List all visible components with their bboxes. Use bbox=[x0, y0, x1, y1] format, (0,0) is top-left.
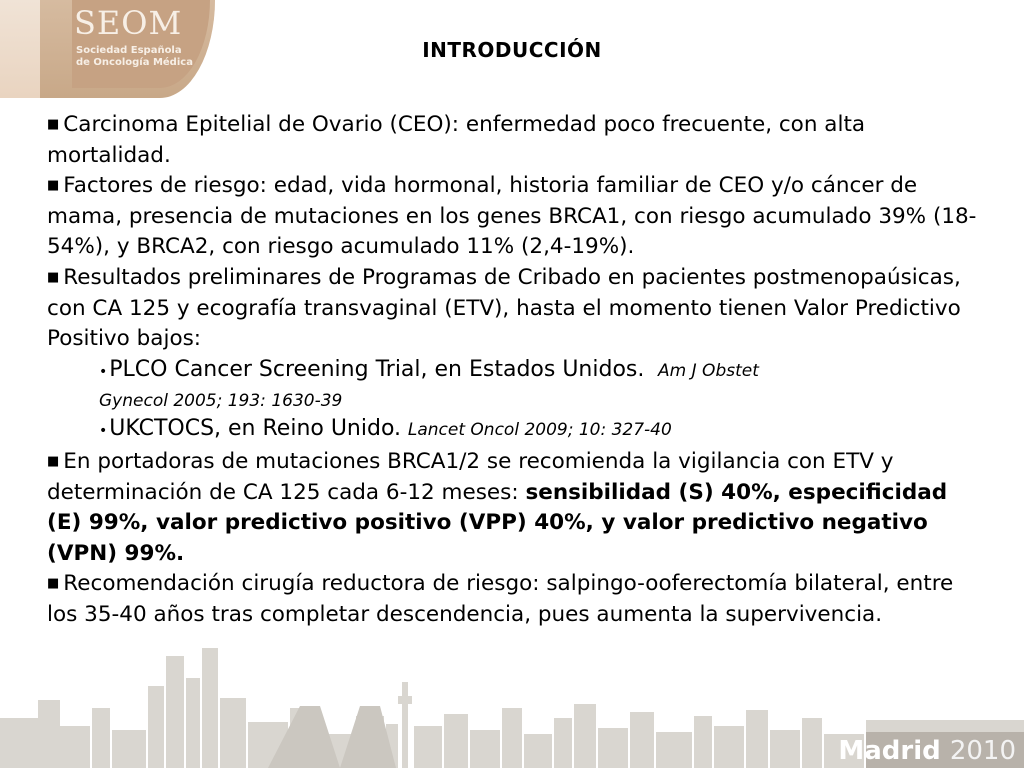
footer-year: 2010 bbox=[949, 736, 1016, 766]
square-bullet-icon: ■ bbox=[47, 453, 60, 469]
bullet-4-bold-stats: sensibilidad (S) 40%, especificidad (E) 99%, valor predictivo positivo (VPP) 40%, y valor predictivo negativo (VPN) 99%. bbox=[47, 479, 948, 566]
sub-bullet-1-reference-b: Gynecol 2005; 193: 1630-39 bbox=[99, 391, 343, 412]
footer-city: Madrid bbox=[838, 736, 941, 766]
sub-bullet-1-text: PLCO Cancer Screening Trial, en Estados Unidos. bbox=[109, 356, 645, 382]
slide-content bbox=[47, 110, 987, 631]
dot-bullet-icon: • bbox=[99, 423, 108, 440]
slide-title-text: INTRODUCCIÓN bbox=[422, 38, 602, 62]
sub-bullet-1-reference-line bbox=[47, 387, 987, 414]
sub-bullet-2-reference: Lancet Oncol 2009; 10: 327-40 bbox=[407, 420, 672, 441]
sub-bullet-2 bbox=[47, 414, 987, 447]
bullet-1-text: Carcinoma Epitelial de Ovario (CEO): enfermedad poco frecuente, con alta mortalidad. bbox=[47, 112, 866, 168]
square-bullet-icon: ■ bbox=[47, 269, 60, 285]
dot-bullet-icon: • bbox=[99, 363, 108, 380]
bullet-3-text: Resultados preliminares de Programas de Cribado en pacientes postmenopaúsicas, con CA 125 y ecografía transvaginal (ETV), hasta el momento tienen Valor Predictivo Positivo bajos: bbox=[47, 264, 961, 352]
bullet-paragraph-3 bbox=[47, 263, 987, 355]
logo-subtitle-line2: de Oncología Médica bbox=[76, 57, 193, 68]
slide-title bbox=[0, 38, 1024, 62]
bullet-paragraph-1 bbox=[47, 110, 987, 171]
bullet-2-text: Factores de riesgo: edad, vida hormonal, historia familiar de CEO y/o cáncer de mama, presencia de mutaciones en los genes BRCA1, con riesgo acumulado 39% (18-54%), y BRCA2, con riesgo acumulado 11% (2,4-19%). bbox=[47, 173, 977, 260]
square-bullet-icon: ■ bbox=[47, 576, 60, 592]
logo-brand: SEOM bbox=[74, 4, 183, 42]
bullet-paragraph-5 bbox=[47, 569, 987, 630]
bullet-4-text: En portadoras de mutaciones BRCA1/2 se recomienda la vigilancia con ETV y determinación de CA 125 cada 6-12 meses: bbox=[47, 448, 894, 505]
bullet-paragraph-2 bbox=[47, 171, 987, 263]
square-bullet-icon: ■ bbox=[47, 178, 60, 194]
sub-bullet-1 bbox=[47, 355, 987, 388]
square-bullet-icon: ■ bbox=[47, 117, 60, 132]
footer-event-label bbox=[838, 736, 1016, 766]
bullet-5-text: Recomendación cirugía reductora de riesgo: salpingo-ooferectomía bilateral, entre los 35-40 años tras completar descendencia, pues aumenta la supervivencia. bbox=[47, 571, 954, 627]
bullet-paragraph-4 bbox=[47, 447, 987, 569]
logo-subtitle-line1: Sociedad Española bbox=[76, 45, 182, 56]
sub-bullet-1-reference-a: Am J Obstet bbox=[658, 360, 759, 381]
sub-bullet-2-text: UKCTOCS, en Reino Unido. bbox=[109, 416, 402, 442]
